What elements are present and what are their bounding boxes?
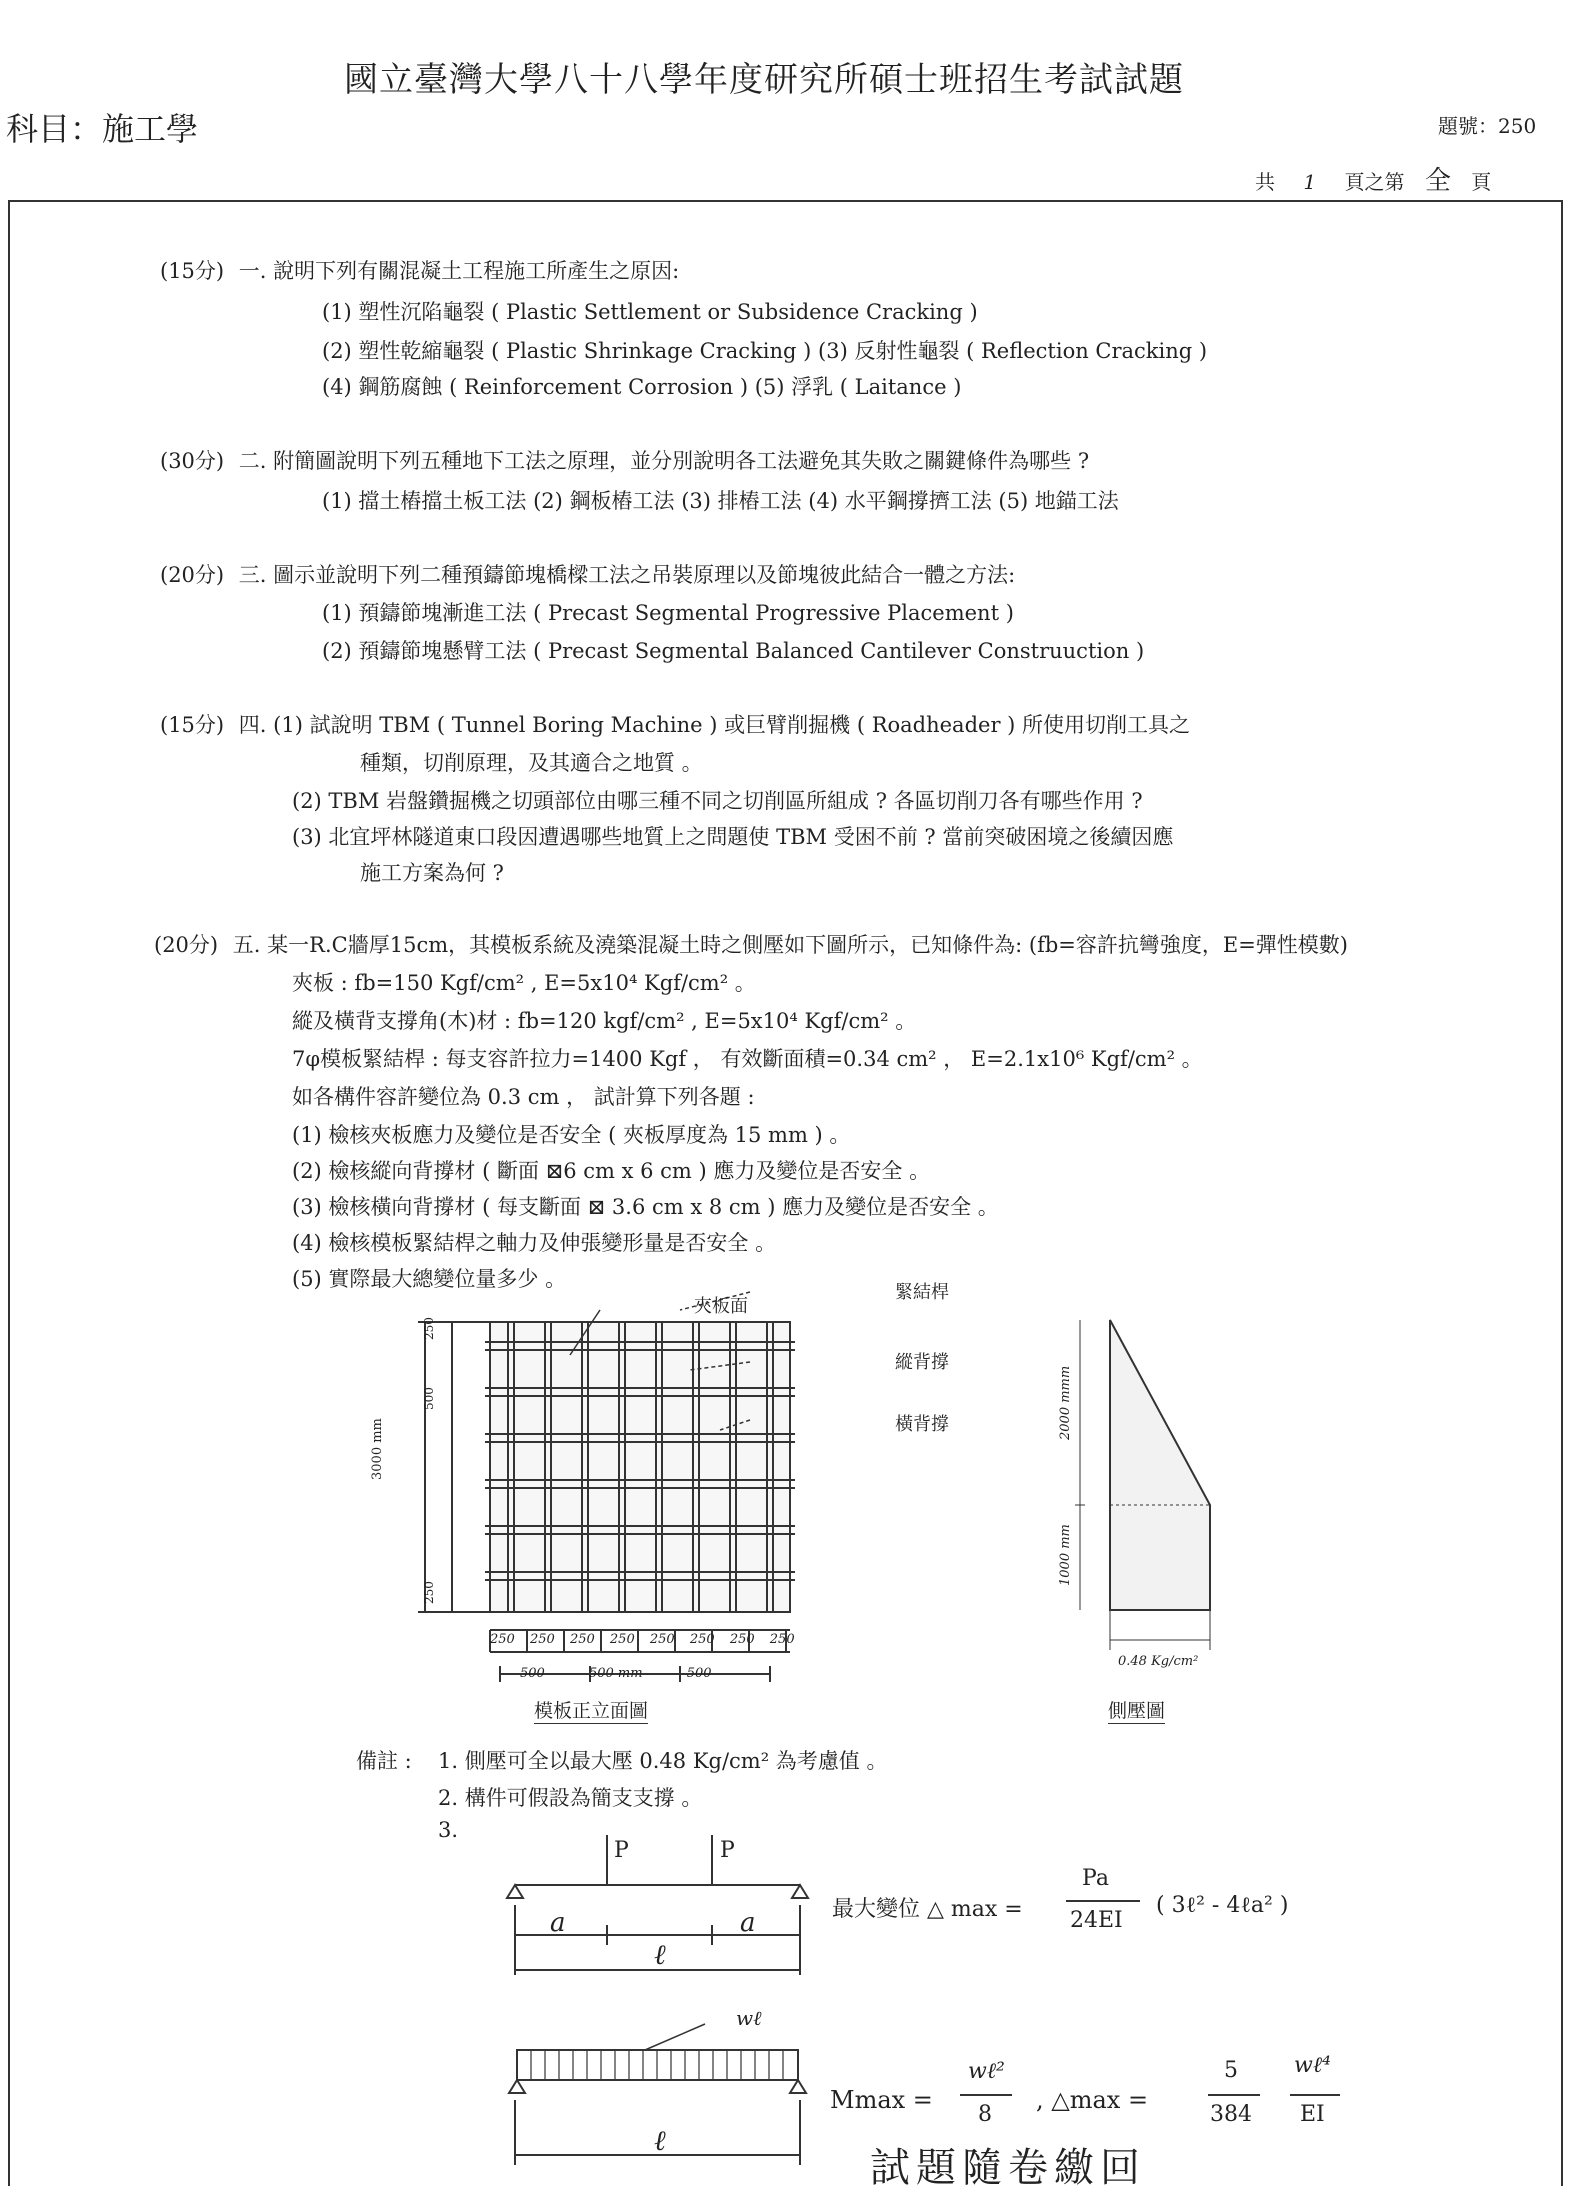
side-pressure-diagram xyxy=(1050,1310,1250,1670)
q5-number: 五. xyxy=(232,933,261,957)
q4-line-1b: 種類，切削原理，及其適合之地質 。 xyxy=(360,751,703,775)
dim-500-mm: 500 mm xyxy=(588,1666,643,1681)
q5-sub-2: (2) 檢核縱向背撐材 ( 斷面 ⊠6 cm x 6 cm ) 應力及變位是否安全 。 xyxy=(292,1159,931,1183)
formula-dmax-bar-1 xyxy=(1208,2094,1260,2096)
q3-text: 圖示並說明下列二種預鑄節塊橋樑工法之吊裝原理以及節塊彼此結合一體之方法: xyxy=(273,563,1016,587)
question-2 xyxy=(160,444,1089,478)
load-p-right: P xyxy=(720,1838,735,1863)
dim-250-8: 250 xyxy=(769,1632,795,1647)
dim-250-7: 250 xyxy=(729,1632,755,1647)
q2-line-1: (1) 擋土樁擋土板工法 (2) 鋼板樁工法 (3) 排樁工法 (4) 水平鋼撐擠工法 (5) 地錨工法 xyxy=(322,489,1119,513)
q1-number: 一. xyxy=(238,259,267,283)
q4-number: 四. xyxy=(238,713,267,737)
dim-250-6: 250 xyxy=(689,1632,715,1647)
label-vertical-waler: 縱背撐 xyxy=(895,1352,949,1373)
side-dim-2000: 2000 mmm xyxy=(1058,1365,1073,1440)
side-dim-1000: 1000 mm xyxy=(1058,1524,1073,1586)
formula-max-deflection-label: 最大變位 △ max = xyxy=(832,1897,1023,1922)
formula-1-tail: ( 3ℓ² - 4ℓa² ) xyxy=(1156,1893,1289,1918)
formula-dmax-denominator-1: 384 xyxy=(1210,2102,1252,2127)
subject-label: 科目：施工學 xyxy=(6,110,199,148)
exam-title: 國立臺灣大學八十八學年度研究所碩士班招生考試試題 xyxy=(344,60,1184,100)
q3-points: (20分) xyxy=(160,563,225,587)
dim-250-2: 250 xyxy=(529,1632,555,1647)
side-pressure-value: 0.48 Kg/cm² xyxy=(1118,1654,1199,1669)
q1-points: (15分) xyxy=(160,259,225,283)
q5-condition-4: 如各構件容許變位為 0.3 cm ， 試計算下列各題 : xyxy=(292,1085,755,1109)
q5-condition-2: 縱及橫背支撐角(木)材 : fb=120 kgf/cm² , E=5x10⁴ Kgf/cm² 。 xyxy=(292,1009,917,1033)
dim-250-3: 250 xyxy=(569,1632,595,1647)
return-with-paper-stamp: 試題隨卷繳回 xyxy=(870,2145,1146,2191)
label-tie-rod: 緊結桿 xyxy=(895,1282,949,1303)
note-2: 2. 構件可假設為簡支支撐 。 xyxy=(438,1786,703,1810)
question-1 xyxy=(160,254,679,288)
note-1: 1. 側壓可全以最大壓 0.48 Kg/cm² 為考慮值 。 xyxy=(438,1749,888,1773)
q1-line-2: (2) 塑性乾縮龜裂 ( Plastic Shrinkage Cracking ) (3) 反射性龜裂 ( Reflection Cracking ) xyxy=(322,339,1208,363)
question-3 xyxy=(160,558,1015,592)
formula-mmax-label: Mmax = xyxy=(830,2086,933,2114)
q1-text: 說明下列有關混凝土工程施工所產生之原因: xyxy=(273,259,680,283)
q1-line-1: (1) 塑性沉陷龜裂 ( Plastic Settlement or Subsidence Cracking ) xyxy=(322,300,978,324)
q2-text: 附簡圖說明下列五種地下工法之原理，並分別說明各工法避免其失敗之關鍵條件為哪些 ? xyxy=(273,449,1090,473)
bottom-dims-250 xyxy=(490,1632,795,1647)
q5-sub-5: (5) 實際最大總變位量多少 。 xyxy=(292,1267,567,1291)
formula-dmax-numerator-1: 5 xyxy=(1224,2058,1238,2083)
dim-row-500: 500 xyxy=(422,1387,436,1410)
dim-top-250: 250 xyxy=(422,1317,436,1340)
label-plywood: 夾板面 xyxy=(694,1296,748,1317)
dim-500-3: 500 xyxy=(686,1666,712,1681)
q3-number: 三. xyxy=(238,563,267,587)
page-prefix: 共 xyxy=(1255,170,1275,194)
dim-a-left: a xyxy=(550,1908,566,1938)
q4-line-3: (3) 北宜坪林隧道東口段因遭遇哪些地質上之問題使 TBM 受困不前 ? 當前突破困境之後續因應 xyxy=(292,825,1174,849)
dim-bottom-250: 250 xyxy=(422,1581,436,1604)
question-4 xyxy=(160,708,1190,742)
q5-sub-3: (3) 檢核橫向背撐材 ( 每支斷面 ⊠ 3.6 cm x 8 cm ) 應力及變位是否安全 。 xyxy=(292,1195,999,1219)
note-3: 3. xyxy=(438,1818,459,1842)
formula-dmax-label: , △max = xyxy=(1036,2086,1149,2114)
dim-500-1: 500 xyxy=(520,1666,545,1681)
question-5 xyxy=(154,928,1348,962)
question-code: 題號：250 xyxy=(1438,114,1537,138)
dim-l-span-2: ℓ xyxy=(654,2124,666,2157)
formula-mmax-bar xyxy=(960,2094,1012,2096)
q4-line-3b: 施工方案為何 ? xyxy=(360,861,504,885)
page-current: 全 xyxy=(1424,166,1451,196)
caption-front-elevation: 模板正立面圖 xyxy=(534,1696,648,1724)
formula-mmax-denominator: 8 xyxy=(978,2102,992,2127)
formwork-front-elevation xyxy=(390,1280,810,1720)
q4-points: (15分) xyxy=(160,713,225,737)
q3-line-2: (2) 預鑄節塊懸臂工法 ( Precast Segmental Balanced Cantilever Construuction ) xyxy=(322,639,1145,663)
label-horizontal-waler: 橫背撐 xyxy=(895,1414,949,1435)
page-info xyxy=(1255,160,1491,197)
page-total: 1 xyxy=(1303,170,1317,194)
q5-text: 某一R.C牆厚15cm，其模板系統及澆築混凝土時之側壓如下圖所示，已知條件為: (fb=容許抗彎強度，E=彈性模數) xyxy=(267,933,1348,957)
formula-1-fraction-bar xyxy=(1066,1900,1140,1902)
formula-1-denominator: 24EI xyxy=(1070,1908,1123,1933)
page-mid: 頁之第 xyxy=(1344,170,1405,194)
q2-number: 二. xyxy=(238,449,267,473)
dim-a-right: a xyxy=(740,1908,756,1938)
page-suffix: 頁 xyxy=(1471,170,1492,194)
load-wl: wℓ xyxy=(736,2006,762,2030)
q4-line-1: (1) 試說明 TBM ( Tunnel Boring Machine ) 或巨臂削掘機 ( Roadheader ) 所使用切削工具之 xyxy=(273,713,1191,737)
dim-250-5: 250 xyxy=(649,1632,675,1647)
dim-l-span-1: ℓ xyxy=(654,1938,666,1971)
bottom-dims-500 xyxy=(520,1666,712,1681)
dim-250-4: 250 xyxy=(609,1632,635,1647)
notes-prefix: 備註 : xyxy=(356,1749,412,1773)
q4-line-2: (2) TBM 岩盤鑽掘機之切頭部位由哪三種不同之切削區所組成 ? 各區切削刀各有哪些作用 ? xyxy=(292,789,1143,813)
q5-points: (20分) xyxy=(154,933,219,957)
formula-mmax-numerator: wℓ² xyxy=(968,2059,1005,2084)
q1-line-3: (4) 鋼筋腐蝕 ( Reinforcement Corrosion ) (5) 浮乳 ( Laitance ) xyxy=(322,375,962,399)
formula-1-numerator: Pa xyxy=(1082,1866,1109,1891)
formula-dmax-denominator-2: EI xyxy=(1300,2102,1325,2127)
dim-total-height: 3000 mm xyxy=(370,1418,385,1480)
q5-condition-1: 夾板 : fb=150 Kgf/cm² , E=5x10⁴ Kgf/cm² 。 xyxy=(292,971,756,995)
formula-dmax-bar-2 xyxy=(1290,2094,1340,2096)
q5-sub-1: (1) 檢核夾板應力及變位是否安全 ( 夾板厚度為 15 mm ) 。 xyxy=(292,1123,851,1147)
q5-sub-4: (4) 檢核模板緊結桿之軸力及伸張變形量是否安全 。 xyxy=(292,1231,777,1255)
formula-dmax-numerator-2: wℓ⁴ xyxy=(1294,2053,1331,2078)
q2-points: (30分) xyxy=(160,449,225,473)
load-p-left: P xyxy=(614,1838,629,1863)
dim-250-1: 250 xyxy=(490,1632,515,1647)
caption-side-pressure: 側壓圖 xyxy=(1108,1696,1165,1724)
q3-line-1: (1) 預鑄節塊漸進工法 ( Precast Segmental Progressive Placement ) xyxy=(322,601,1014,625)
q5-condition-3: 7φ模板緊結桿 : 每支容許拉力=1400 Kgf ， 有效斷面積=0.34 cm² ， E=2.1x10⁶ Kgf/cm² 。 xyxy=(292,1047,1203,1071)
